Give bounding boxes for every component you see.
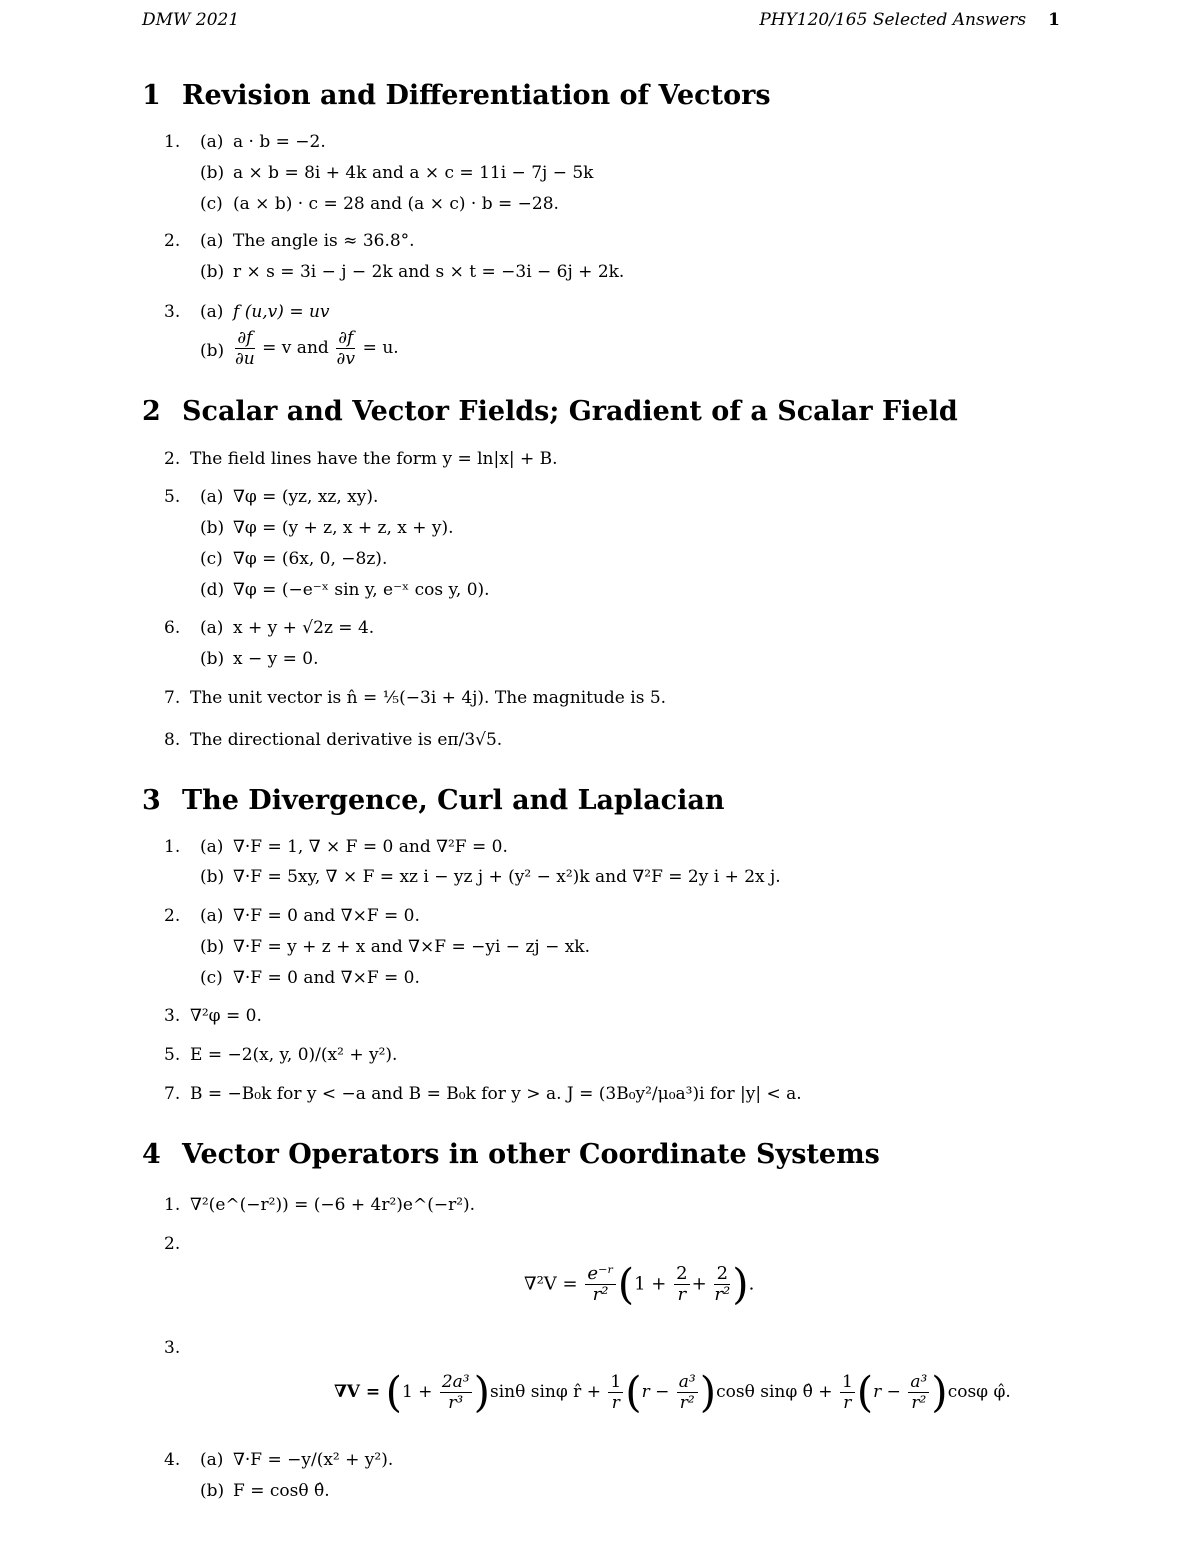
answer-text: ∇·F = 0 and ∇×F = 0.	[233, 968, 420, 988]
part-label: (c)	[200, 549, 223, 569]
formula-text: cosθ sinφ θ̂ +	[716, 1382, 833, 1402]
numerator: ∂f	[338, 328, 354, 348]
part-label: (b)	[200, 163, 225, 183]
answer-text: ∇·F = 5xy, ∇ × F = xz i − yz j + (y² − x²)k and ∇²F = 2y i + 2x j.	[233, 867, 781, 887]
part-label: (b)	[200, 649, 225, 669]
left-paren: (	[625, 1367, 642, 1417]
section-3-title	[142, 785, 725, 816]
answer-text: ∇φ = (−e⁻ˣ sin y, e⁻ˣ cos y, 0).	[233, 580, 490, 600]
question-number: 5.	[164, 1045, 181, 1065]
section-heading: Revision and Differentiation of Vectors	[182, 80, 771, 111]
section-number: 1	[142, 80, 161, 111]
question-number: 2.	[164, 449, 181, 469]
answer-formula	[233, 328, 399, 369]
question-number: 1.	[164, 1195, 181, 1215]
denominator: r²	[592, 1284, 609, 1305]
formula-text: r −	[873, 1382, 901, 1402]
formula-text: ∇V =	[334, 1382, 381, 1402]
part-label: (a)	[200, 487, 224, 507]
formula-text: cosφ φ̂.	[947, 1382, 1011, 1402]
answer-text: ∇φ = (6x, 0, −8z).	[233, 549, 388, 569]
denominator: r²	[679, 1393, 695, 1413]
answer-text: a · b = −2.	[233, 132, 326, 152]
answer-text: ∇φ = (y + z, x + z, x + y).	[233, 518, 454, 538]
question-number: 2.	[164, 1234, 181, 1254]
part-label: (a)	[200, 1450, 224, 1470]
fraction	[908, 1372, 929, 1413]
question-number: 3.	[164, 1006, 181, 1026]
fraction	[714, 1264, 730, 1305]
answer-text: The field lines have the form y = ln|x| + B.	[190, 449, 558, 469]
answer-text: x + y + √2z = 4.	[233, 618, 375, 638]
part-label: (c)	[200, 968, 223, 988]
answer-text: ∇·F = 1, ∇ × F = 0 and ∇²F = 0.	[233, 837, 508, 857]
part-label: (a)	[200, 906, 224, 926]
question-number: 6.	[164, 618, 181, 638]
part-label: (a)	[200, 132, 224, 152]
formula-text: r −	[641, 1382, 670, 1402]
denominator: r²	[714, 1284, 731, 1305]
question-number: 7.	[164, 1084, 181, 1104]
s4-q3-equation	[334, 1367, 1011, 1417]
section-1-title	[142, 80, 771, 111]
part-label: (a)	[200, 231, 224, 251]
part-label: (d)	[200, 580, 225, 600]
numerator: 2a³	[441, 1372, 470, 1392]
answer-text: x − y = 0.	[233, 649, 319, 669]
formula-text: +	[691, 1273, 707, 1295]
answer-text: ∇φ = (yz, xz, xy).	[233, 487, 379, 507]
section-heading: The Divergence, Curl and Laplacian	[182, 785, 725, 816]
question-number: 3.	[164, 1338, 181, 1358]
question-number: 4.	[164, 1450, 181, 1470]
numerator: 2	[676, 1263, 688, 1284]
left-paren: (	[856, 1367, 874, 1417]
denominator: r	[611, 1393, 620, 1413]
part-label: (c)	[200, 194, 223, 214]
part-label: (b)	[200, 1481, 225, 1501]
numerator: 1	[610, 1372, 622, 1392]
page-header	[142, 10, 1060, 34]
answer-text: ∇²(e^(−r²)) = (−6 + 4r²)e^(−r²).	[190, 1195, 476, 1215]
question-number: 1.	[164, 132, 181, 152]
question-number: 8.	[164, 730, 181, 750]
formula-text: ∇²V =	[524, 1273, 578, 1295]
part-label: (b)	[200, 937, 225, 957]
answer-text: ∇·F = 0 and ∇×F = 0.	[233, 906, 420, 926]
denominator: r³	[448, 1393, 464, 1413]
left-paren: (	[385, 1367, 402, 1417]
numerator: a³	[910, 1372, 928, 1392]
section-number: 3	[142, 785, 161, 816]
numerator: ∂f	[235, 328, 255, 349]
part-label: (a)	[200, 618, 224, 638]
part-label: (b)	[200, 867, 225, 887]
answer-text: ∇²φ = 0.	[190, 1006, 262, 1026]
formula-text: .	[748, 1273, 755, 1295]
answer-text: a × b = 8i + 4k and a × c = 11i − 7j − 5k	[233, 163, 594, 183]
answer-text: (a × b) · c = 28 and (a × c) · b = −28.	[233, 194, 559, 214]
part-label: (b)	[200, 518, 225, 538]
section-number: 4	[142, 1139, 161, 1170]
section-4-title	[142, 1139, 880, 1170]
formula-text: 1 +	[401, 1382, 433, 1402]
question-number: 2.	[164, 906, 181, 926]
answer-text: r × s = 3i − j − 2k and s × t = −3i − 6j + 2k.	[233, 262, 625, 282]
question-number: 5.	[164, 487, 181, 507]
fraction	[585, 1264, 615, 1305]
page-number: 1	[1048, 10, 1060, 30]
answer-text: The unit vector is n̂ = ⅕(−3i + 4j). The magnitude is 5.	[190, 688, 667, 708]
numerator: 2	[714, 1264, 730, 1285]
section-heading: Scalar and Vector Fields; Gradient of a Scalar Field	[182, 396, 958, 427]
section-2-title	[142, 396, 958, 427]
answer-text: ∇·F = −y/(x² + y²).	[233, 1450, 394, 1470]
right-paren: )	[732, 1259, 749, 1309]
question-number: 3.	[164, 302, 181, 322]
header-left: DMW 2021	[142, 10, 240, 30]
numerator: e⁻ʳ	[587, 1263, 614, 1284]
answer-text: E = −2(x, y, 0)/(x² + y²).	[190, 1045, 398, 1065]
fraction	[840, 1372, 855, 1413]
section-number: 2	[142, 396, 161, 427]
header-title: PHY120/165 Selected Answers	[759, 10, 1027, 30]
answer-text: The angle is ≈ 36.8°.	[233, 231, 415, 251]
header-right	[759, 10, 1060, 30]
fraction	[608, 1372, 623, 1413]
right-paren: )	[473, 1367, 490, 1417]
numerator: a³	[678, 1372, 696, 1392]
answer-text: F = cosθ θ̂.	[233, 1481, 330, 1501]
formula-text: = v and	[256, 338, 335, 358]
part-label: (a)	[200, 302, 224, 322]
denominator: r²	[911, 1393, 927, 1413]
right-paren: )	[699, 1367, 717, 1417]
denominator: ∂v	[336, 349, 355, 369]
fraction	[235, 328, 255, 369]
answer-text: ∇·F = y + z + x and ∇×F = −yi − zj − xk.	[233, 937, 591, 957]
formula-text: sinθ sinφ r̂ +	[490, 1382, 601, 1402]
right-paren: )	[931, 1367, 948, 1417]
question-number: 7.	[164, 688, 181, 708]
section-heading: Vector Operators in other Coordinate Systems	[182, 1139, 880, 1170]
fraction	[674, 1264, 689, 1305]
part-label: (b)	[200, 262, 225, 282]
fraction	[440, 1372, 472, 1413]
denominator: r	[677, 1284, 687, 1305]
answer-text: The directional derivative is eπ/3√5.	[190, 730, 503, 750]
part-label: (a)	[200, 837, 224, 857]
formula-text: 1 +	[634, 1273, 667, 1295]
question-number: 1.	[164, 837, 181, 857]
denominator: ∂u	[235, 349, 255, 369]
formula-text: = u.	[357, 338, 399, 358]
answer-text: B = −B₀k for y < −a and B = B₀k for y > a. J = (3B₀y²/μ₀a³)i for |y| < a.	[190, 1084, 802, 1104]
s4-q2-equation	[524, 1259, 755, 1309]
denominator: r	[843, 1393, 852, 1413]
left-paren: (	[617, 1259, 635, 1309]
fraction	[336, 328, 355, 369]
question-number: 2.	[164, 231, 181, 251]
numerator: 1	[841, 1372, 853, 1392]
answer-text: f (u,v) = uv	[233, 302, 330, 322]
part-label: (b)	[200, 341, 225, 361]
fraction	[677, 1372, 698, 1413]
